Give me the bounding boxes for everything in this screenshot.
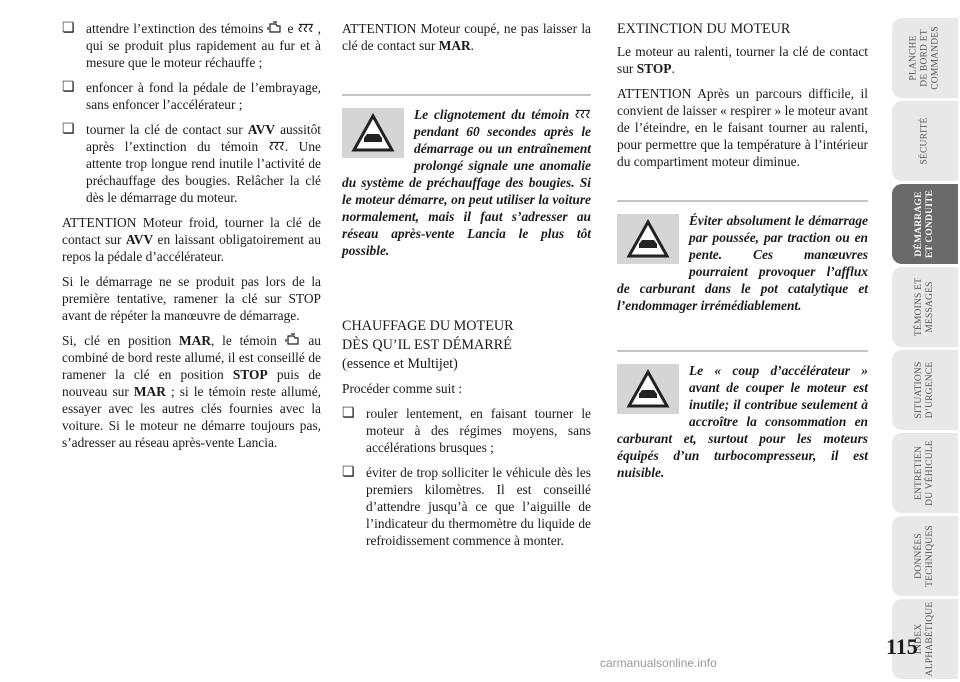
- warning-box: Le clignotement du témoin pendant 60 secondes après le démarrage ou un entraînement prolongé signale une anomalie du système de préchauffage des bougies. Si le moteur démarre, on peut utiliser la voiture normalement, mais il faut s’adresser au réseau après-vente Lancia le plus tôt possible.: [342, 94, 591, 259]
- paragraph: ATTENTION Après un parcours difficile, il convient de laisser « respirer » le moteur avant de l’éteindre, en le faisant tourner au ralenti, pour permettre que la température à l’intérieur du compartiment moteur diminue.: [617, 86, 868, 169]
- tab-securite[interactable]: SÉCURITÉ: [892, 101, 958, 181]
- heating-section: [342, 317, 591, 549]
- section-heading: EXTINCTION DU MOTEUR: [617, 21, 791, 37]
- list-item: ❏ éviter de trop solliciter le véhicule dès les premiers kilomètres. Il est conseillé d’attendre jusqu’à ce que l’aiguille de l’indicateur du thermomètre du liquide de refroidissement commence à monter.: [342, 464, 591, 549]
- watermark: carmanualsonline.info: [600, 656, 717, 670]
- page-number: 115: [886, 634, 918, 659]
- paragraph: ATTENTION Moteur coupé, ne pas laisser la clé de contact sur MAR.: [342, 21, 591, 53]
- section-heading: CHAUFFAGE DU MOTEUR: [342, 318, 514, 334]
- tab-situations-d-urgence[interactable]: SITUATIONS D’URGENCE: [892, 350, 958, 430]
- section-subheading: (essence et Multijet): [342, 356, 458, 372]
- section-heading: DÈS QU’IL EST DÉMARRÉ: [342, 337, 512, 353]
- paragraph: Procéder comme suit :: [342, 381, 463, 396]
- list-item: ❏ rouler lentement, en faisant tourner le moteur à des régimes moyens, sans accélérations brusques ;: [342, 405, 591, 456]
- warning-box: Le « coup d’accélérateur » avant de couper le moteur est inutile; il contribue seulement à accroître la consommation en carburant et, surtout pour les moteurs équipés d’un turbocompresseur, il est nuisible.: [617, 350, 868, 481]
- tab-demarrage-et-conduite[interactable]: DÉMARRAGE ET CONDUITE: [892, 184, 958, 264]
- paragraph: Le moteur au ralenti, tourner la clé de contact sur STOP.: [617, 44, 868, 76]
- tab-entretien-du-vehicule[interactable]: ENTRETIEN DU VÉHICULE: [892, 433, 958, 513]
- warning-triangle-icon: [617, 214, 679, 264]
- paragraph: Si, clé en position MAR, le témoin au combiné de bord reste allumé, il est conseillé de ramener la clé en position STOP puis de nouveau sur MAR ; si le témoin reste allumé, essayer avec les autres clés fournies avec la voiture. Si le moteur ne démarre toujours pas, s’adresser au réseau après-vente Lancia.: [62, 333, 321, 450]
- paragraph: ATTENTION Moteur froid, tourner la clé de contact sur AVV en laissant obligatoirement au repos la pédale d’accélérateur.: [62, 215, 321, 264]
- section-tabs: [892, 18, 958, 682]
- warning-triangle-icon: [342, 108, 404, 158]
- tab-index-alphabetique[interactable]: INDEX ALPHABÉTIQUE: [892, 599, 958, 679]
- glow-plug-icon: [269, 139, 285, 153]
- engine-warning-icon: [267, 21, 283, 35]
- list-item: ❏ attendre l’extinction des témoins e , qui se produit plus rapidement au fur et à mesure que le moteur réchauffe ;: [62, 20, 321, 71]
- glow-plug-icon: [575, 107, 591, 121]
- list-item: ❏ tourner la clé de contact sur AVV aussitôt après l’extinction du témoin . Une attente trop longue rend inutile l’activité de préchauffage des bougies. Relâcher la clé dès le démarrage du moteur.: [62, 121, 321, 206]
- column-2: [342, 20, 591, 557]
- warning-triangle-icon: [617, 364, 679, 414]
- glow-plug-icon: [298, 21, 314, 35]
- tab-temoins-et-messages[interactable]: TÉMOINS ET MESSAGES: [892, 267, 958, 347]
- engine-warning-icon: [285, 333, 301, 347]
- tab-donnees-techniques[interactable]: DONNÉES TECHNIQUES: [892, 516, 958, 596]
- tab-planche-de-bord[interactable]: PLANCHE DE BORD ET COMMANDES: [892, 18, 958, 98]
- column-3: [617, 20, 868, 481]
- column-1: [62, 20, 321, 459]
- warning-box: Éviter absolument le démarrage par poussée, par traction ou en pente. Ces manœuvres pourraient provoquer l’afflux de carburant dans le pot catalytique et l’endommager irrémédiablement.: [617, 200, 868, 314]
- paragraph: Si le démarrage ne se produit pas lors de la première tentative, ramener la clé sur STOP avant de répéter la manœuvre de démarrage.: [62, 274, 321, 323]
- list-item: ❏ enfoncer à fond la pédale de l’embrayage, sans enfoncer l’accélérateur ;: [62, 79, 321, 113]
